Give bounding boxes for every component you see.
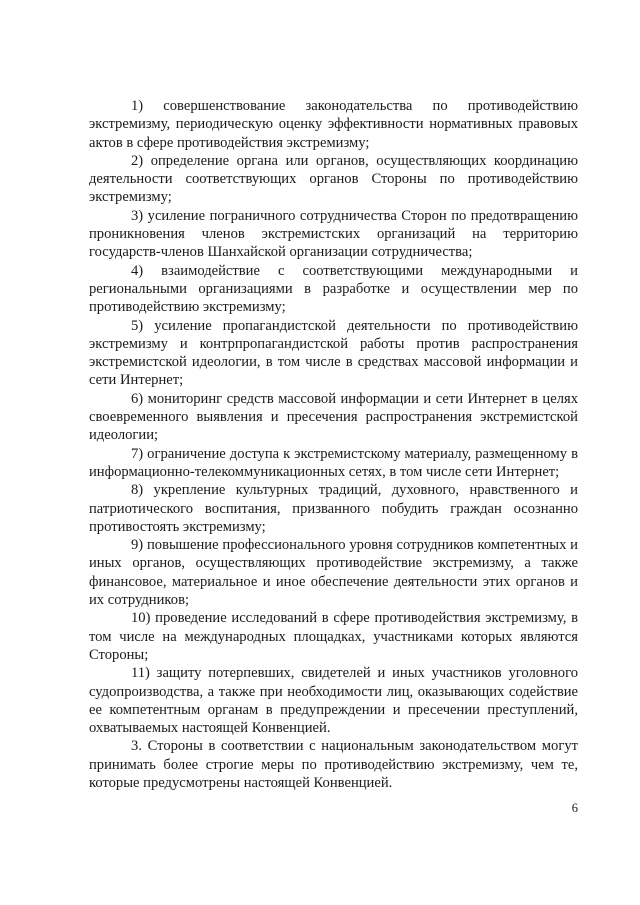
paragraph-item-1: 1) совершенствование законодательства по противодействию экстремизму, периодическую оценку эффективности нормативных правовых актов в сфере противодействия экстремизму; <box>89 98 578 151</box>
page-number: 6 <box>571 801 578 815</box>
document-body <box>89 97 578 792</box>
paragraph-item-10: 10) проведение исследований в сфере противодействия экстремизму, в том числе на международных площадках, участниками которых являются Стороны; <box>89 610 578 663</box>
paragraph-item-8: 8) укрепление культурных традиций, духовного, нравственного и патриотического воспитания, призванного побудить граждан осознанно противостоять экстремизму; <box>89 482 578 535</box>
paragraph-item-2: 2) определение органа или органов, осуществляющих координацию деятельности соответствующих органов Стороны по противодействию экстремизму; <box>89 152 578 206</box>
paragraph-clause-3: 3. Стороны в соответствии с национальным законодательством могут принимать более строгие меры по противодействию экстремизму, чем те, которые предусмотрены настоящей Конвенцией. <box>89 738 578 791</box>
paragraph-item-3: 3) усиление пограничного сотрудничества Сторон по предотвращению проникновения членов экстремистских организаций на территорию государств-членов Шанхайской организации сотрудничества; <box>89 207 578 261</box>
paragraph-item-11: 11) защиту потерпевших, свидетелей и иных участников уголовного судопроизводства, а также при необходимости лиц, оказывающих содействие ее компетентным органам в предупреждении и пресечении преступлений, охватываемых настоящей Конвенцией. <box>89 665 578 737</box>
paragraph-item-7: 7) ограничение доступа к экстремистскому материалу, размещенному в информационно-телекоммуникационных сетях, в том числе сети Интернет; <box>89 445 578 480</box>
paragraph-item-5: 5) усиление пропагандистской деятельности по противодействию экстремизму и контрпропагандистской работы против распространения экстремистской идеологии, в том числе в средствах массовой информации и сети Интернет; <box>89 317 578 389</box>
paragraph-item-4: 4) взаимодействие с соответствующими международными и региональными организациями в разработке и осуществлении мер по противодействию экстремизму; <box>89 262 578 316</box>
paragraph-item-9: 9) повышение профессионального уровня сотрудников компетентных и иных органов, осуществляющих противодействие экстремизму, а также финансовое, материальное и иное обеспечение деятельности этих органов и их сотрудников; <box>89 537 578 609</box>
paragraph-item-6: 6) мониторинг средств массовой информации и сети Интернет в целях своевременного выявления и пресечения распространения экстремистской идеологии; <box>89 390 578 444</box>
